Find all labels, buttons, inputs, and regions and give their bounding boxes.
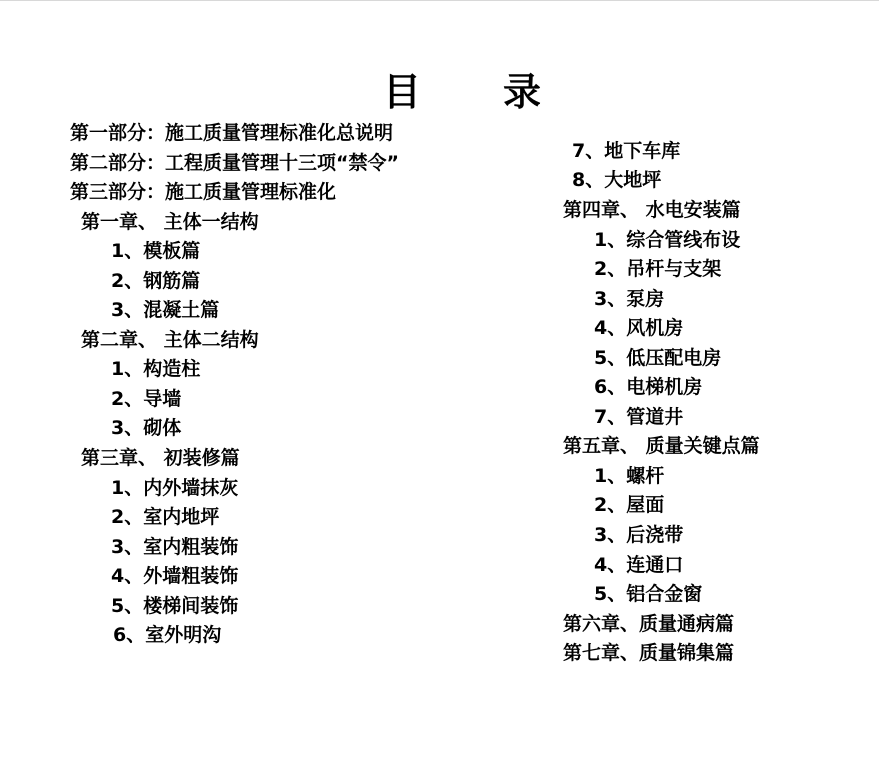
toc-item-5-4: 4、连通口 [594, 554, 684, 576]
toc-item-3-8: 8、大地坪 [572, 169, 662, 191]
toc-chapter-7: 第七章、质量锦集篇 [563, 642, 735, 664]
toc-item-4-1: 1、综合管线布设 [594, 229, 741, 251]
toc-item-2-2: 2、导墙 [111, 388, 182, 410]
toc-item-3-7: 7、地下车库 [572, 140, 681, 162]
toc-chapter-2: 第二章、 主体二结构 [81, 329, 259, 351]
toc-item-4-2: 2、吊杆与支架 [594, 258, 722, 280]
toc-item-3-6: 6、室外明沟 [113, 624, 222, 646]
toc-item-5-5: 5、铝合金窗 [594, 583, 703, 605]
toc-item-5-3: 3、后浇带 [594, 524, 684, 546]
toc-item-3-5: 5、楼梯间装饰 [111, 595, 239, 617]
toc-part-3: 第三部分：施工质量管理标准化 [70, 181, 337, 203]
toc-item-2-1: 1、构造柱 [111, 358, 201, 380]
toc-item-1-3: 3、混凝土篇 [111, 299, 220, 321]
toc-item-4-3: 3、泵房 [594, 288, 665, 310]
toc-item-2-3: 3、砌体 [111, 417, 182, 439]
toc-item-3-2: 2、室内地坪 [111, 506, 220, 528]
toc-chapter-5: 第五章、 质量关键点篇 [563, 435, 760, 457]
toc-part-2: 第二部分：工程质量管理十三项“禁令” [70, 152, 399, 174]
toc-item-1-2: 2、钢筋篇 [111, 270, 201, 292]
toc-item-3-1: 1、内外墙抹灰 [111, 477, 239, 499]
toc-item-4-5: 5、低压配电房 [594, 347, 722, 369]
toc-item-4-6: 6、电梯机房 [594, 376, 703, 398]
toc-title-char-2: 录 [503, 70, 542, 114]
toc-item-5-1: 1、螺杆 [594, 465, 665, 487]
toc-title-char-1: 目 [383, 70, 422, 114]
toc-chapter-6: 第六章、质量通病篇 [563, 613, 735, 635]
toc-title [0, 66, 879, 118]
toc-chapter-4: 第四章、 水电安装篇 [563, 199, 741, 221]
toc-chapter-1: 第一章、 主体一结构 [81, 211, 259, 233]
toc-item-4-4: 4、风机房 [594, 317, 684, 339]
toc-item-1-1: 1、模板篇 [111, 240, 201, 262]
toc-item-4-7: 7、管道井 [594, 406, 684, 428]
toc-chapter-3: 第三章、 初装修篇 [81, 447, 240, 469]
toc-item-5-2: 2、屋面 [594, 494, 665, 516]
toc-item-3-3: 3、室内粗装饰 [111, 536, 239, 558]
toc-item-3-4: 4、外墙粗装饰 [111, 565, 239, 587]
toc-part-1: 第一部分：施工质量管理标准化总说明 [70, 122, 394, 144]
top-border-line [0, 0, 879, 1]
